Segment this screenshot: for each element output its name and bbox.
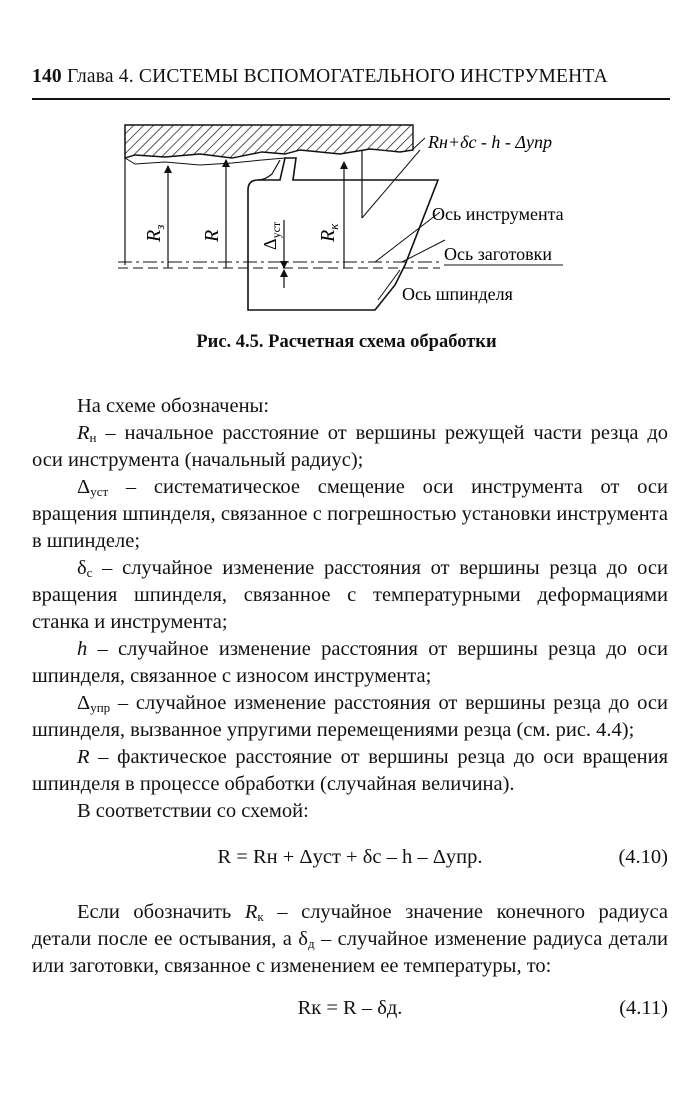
def-text: – случайное изменение расстояния от вершины резца до оси шпинделя, вызванное упругими перемещениями резца (см. рис. 4.4); <box>32 692 668 741</box>
equation-number: (4.11) <box>619 997 668 1019</box>
workpiece-hatch <box>125 125 413 158</box>
sym: h <box>77 638 88 660</box>
label-delta-ust-sub: уст <box>269 221 283 239</box>
scheme-intro: В соответствии со схемой: <box>77 800 309 822</box>
def-delta-upr <box>32 690 668 744</box>
chapter-title: Глава 4. СИСТЕМЫ ВСПОМОГАТЕЛЬНОГО ИНСТРУМЕНТА <box>66 66 608 87</box>
label-rk: R <box>317 229 339 242</box>
def-delta-ust <box>32 474 668 555</box>
figure-diagram <box>0 110 693 325</box>
sym: R <box>77 422 90 444</box>
paragraph-rk: Если обозначить $R_к$ – случайное значение конечного радиуса детали после ее остывания, а $\delta_д$ – случайное изменение радиуса детали или заготовки, связанное с изменением ее температуры, то: <box>32 901 668 977</box>
body-text-2 <box>32 899 668 980</box>
figure-caption: Рис. 4.5. Расчетная схема обработки <box>196 332 497 352</box>
equation-formula: R = Rн + Δуст + δс – h – Δупр. <box>217 846 483 868</box>
body-text <box>32 393 668 825</box>
equation-formula: Rк = R – δд. <box>297 997 403 1019</box>
def-text: – фактическое расстояние от вершины резца до оси вращения шпинделя в процессе обработки (случайная величина). <box>32 746 668 795</box>
def-text: – систематическое смещение оси инструмента от оси вращения шпинделя, связанное с погрешностью установки инструмента в шпинделе; <box>32 476 668 552</box>
label-top-formula: Rн+δс - h - Δупр <box>428 132 552 152</box>
label-r3-sub: з <box>152 224 167 230</box>
sub: уст <box>90 484 109 499</box>
label-rk-sub: к <box>326 223 341 230</box>
svg-text:R <box>201 230 223 243</box>
sub: с <box>86 565 93 580</box>
header-rule <box>32 98 670 100</box>
label-tool-axis: Ось инструмента <box>432 204 564 224</box>
sym: δ <box>77 557 87 579</box>
def-rn <box>32 420 668 474</box>
sym: R <box>77 746 90 768</box>
label-spindle-axis: Ось шпинделя <box>402 284 513 304</box>
sub: н <box>89 430 97 445</box>
sub: упр <box>90 700 111 715</box>
def-h <box>32 636 668 690</box>
label-r: R <box>201 229 223 242</box>
def-text: – случайное изменение расстояния от вершины резца до оси вращения шпинделя, связанное с температурными деформациями станка и инструмента; <box>32 557 668 633</box>
def-r <box>32 744 668 798</box>
label-delta-ust: Δ <box>260 238 280 250</box>
label-r3: R <box>143 229 165 242</box>
def-text: – начальное расстояние от вершины режущей части резца до оси инструмента (начальный радиус); <box>32 422 668 471</box>
svg-text:Rз <box>143 225 167 243</box>
sym: Δ <box>77 476 91 498</box>
equation-number: (4.10) <box>618 846 668 868</box>
running-header <box>32 66 667 88</box>
label-blank-axis: Ось заготовки <box>444 244 552 264</box>
sym: Δ <box>77 692 91 714</box>
intro-paragraph: На схеме обозначены: <box>77 395 270 417</box>
page-number: 140 <box>32 66 62 87</box>
def-delta-c <box>32 555 668 636</box>
def-text: – случайное изменение расстояния от вершины резца до оси шпинделя, связанное с износом инструмента; <box>32 638 668 687</box>
